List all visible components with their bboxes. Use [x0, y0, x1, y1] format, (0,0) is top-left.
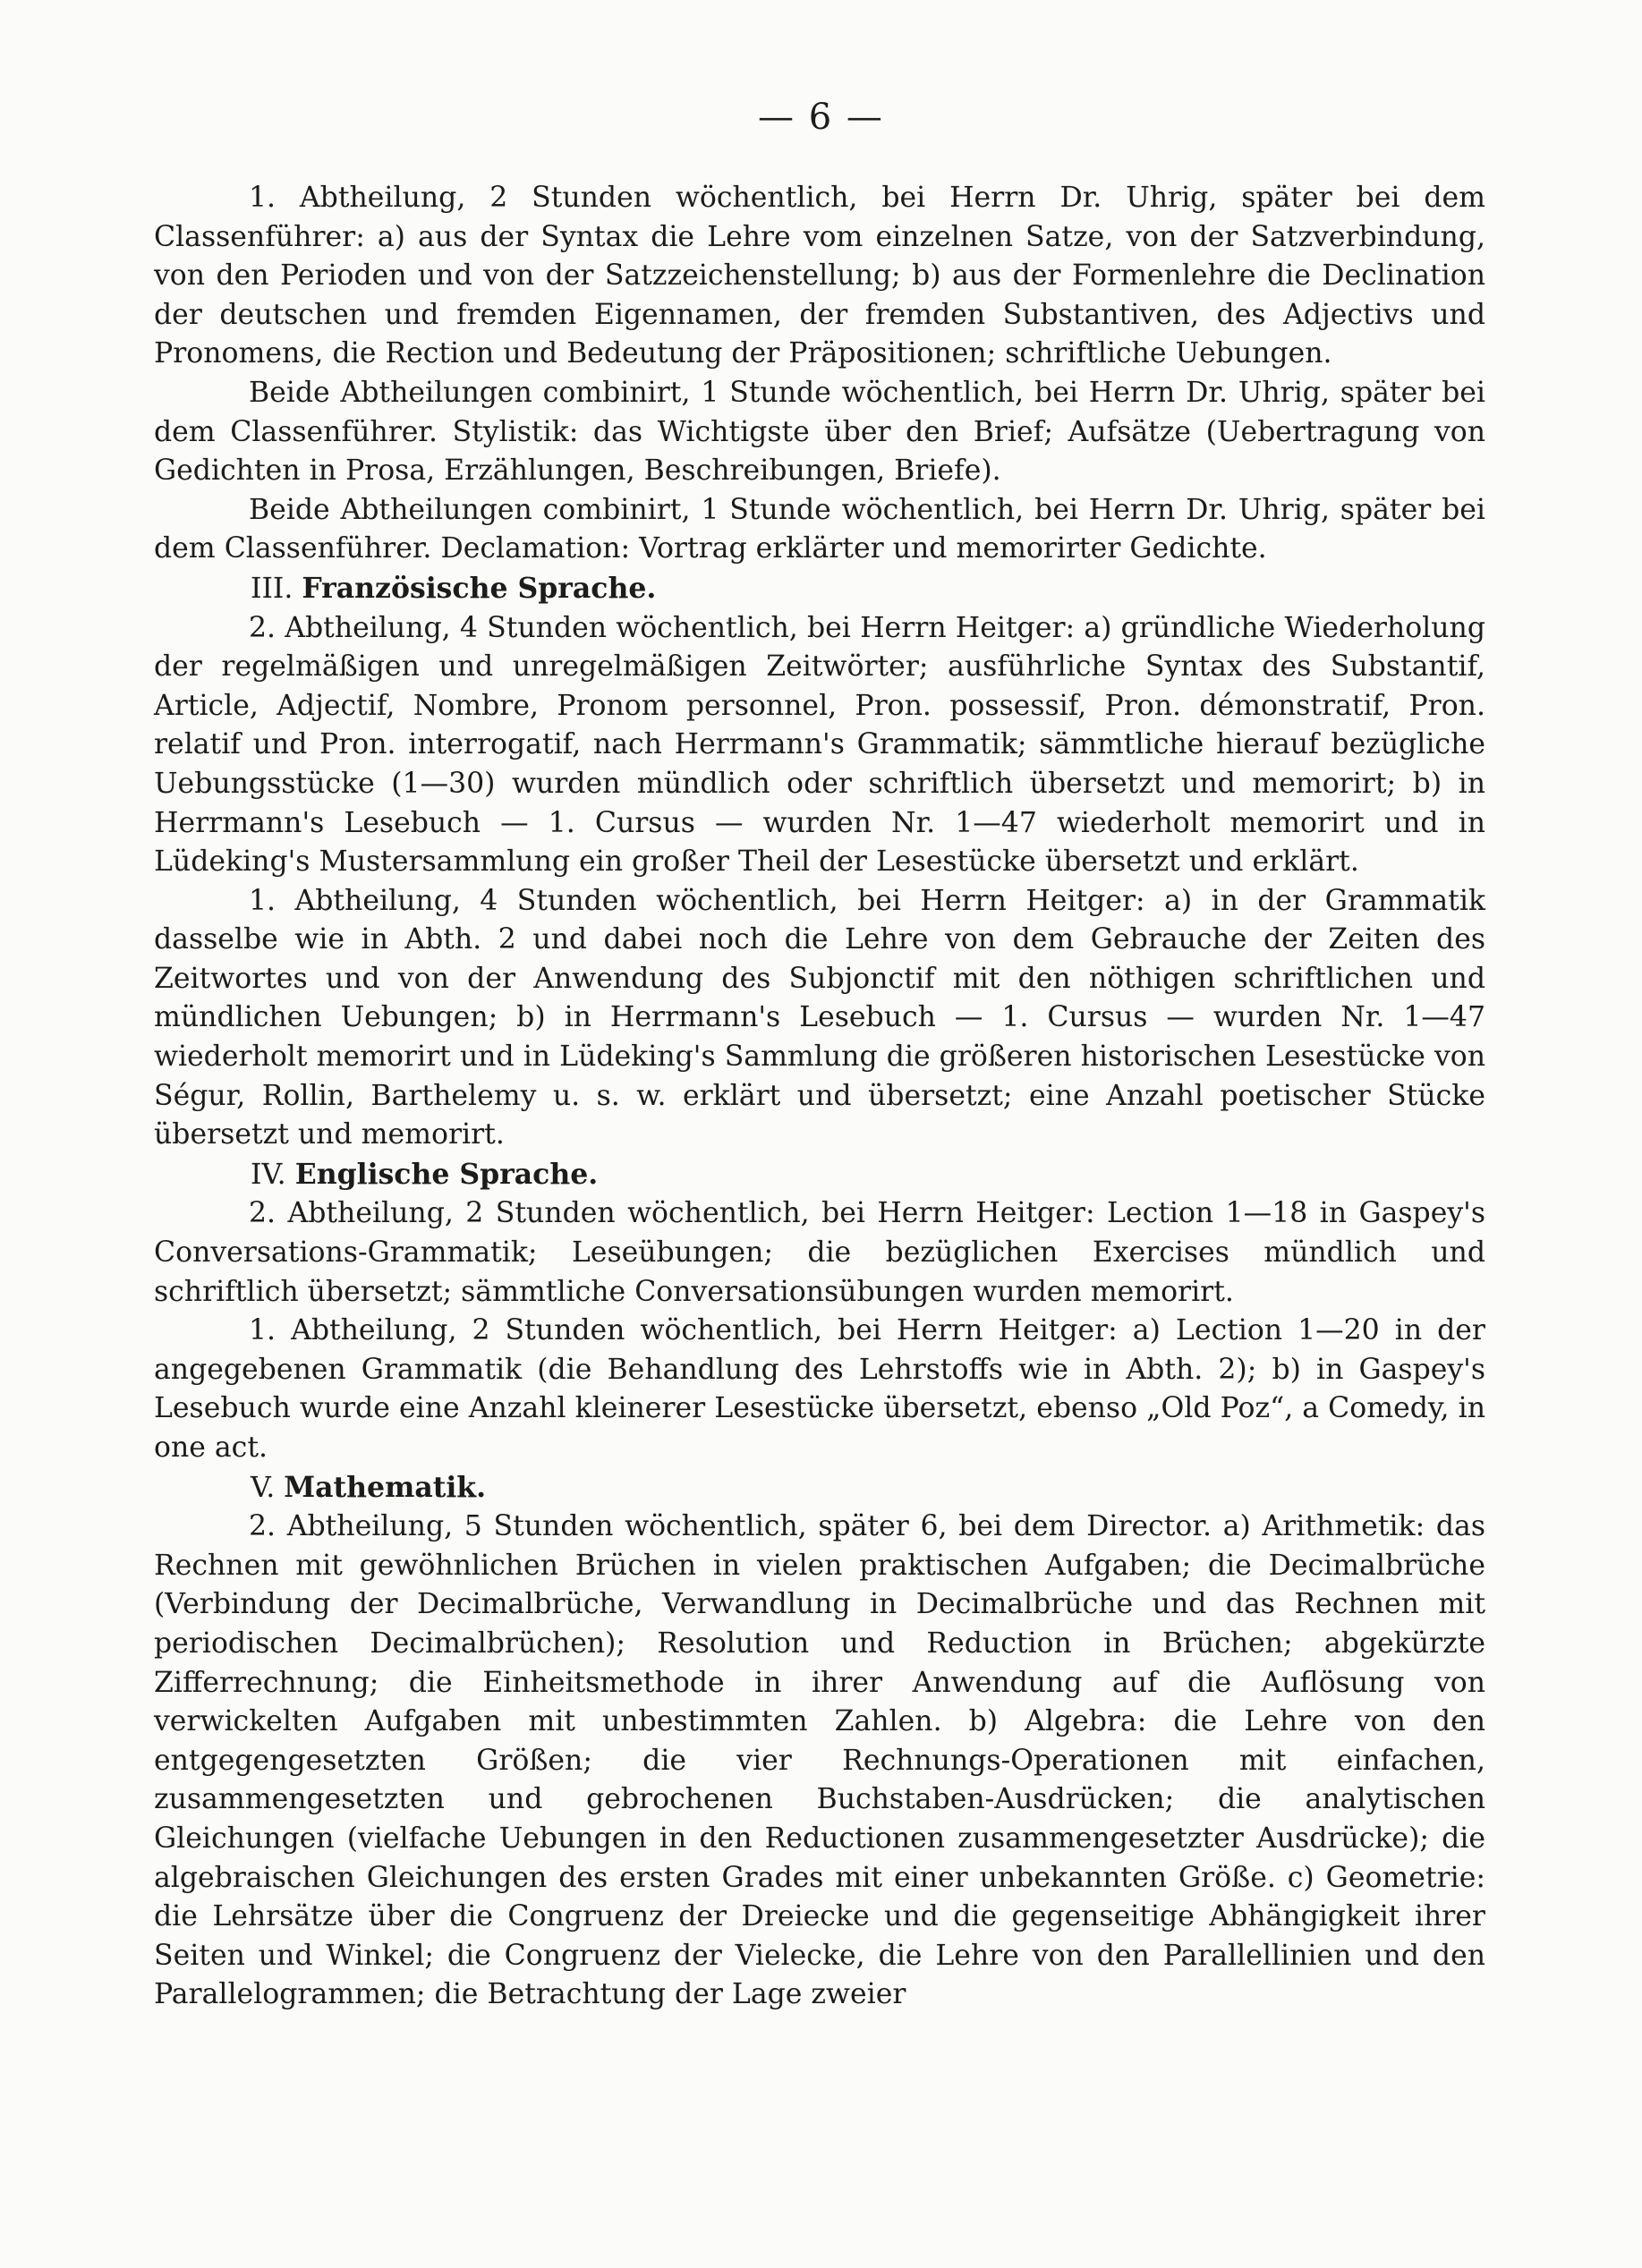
section-heading	[154, 569, 1485, 609]
section-number: III.	[251, 572, 294, 605]
paragraph: 2. Abtheilung, 4 Stunden wöchentlich, bei Herrn Heitger: a) gründliche Wiederholung der regelmäßigen und unregelmäßigen Zeitwörter; ausführliche Syntax des Substantif, Article, Adjectif, Nombre, Pronom personnel, Pron. possessif, Pron. démonstratif, Pron. relatif und Pron. interrogatif, nach Herrmann's Grammatik; sämmtliche hierauf bezügliche Uebungsstücke (1—30) wurden mündlich oder schriftlich übersetzt und memorirt; b) in Herrmann's Lesebuch — 1. Cursus — wurden Nr. 1—47 wiederholt memorirt und in Lüdeking's Mustersammlung ein großer Theil der Lesestücke übersetzt und erklärt.	[154, 611, 1485, 879]
section-heading	[154, 1155, 1485, 1195]
page-number: — 6 —	[758, 97, 884, 138]
paragraph: 1. Abtheilung, 2 Stunden wöchentlich, bei Herrn Dr. Uhrig, später bei dem Classenführer: a) aus der Syntax die Lehre vom einzelnen Satze, von der Satzverbindung, von den Perioden und von der Satzzeichenstellung; b) aus der Formenlehre die Declination der deutschen und fremden Eigennamen, der fremden Substantiven, des Adjectivs und Pronomens, die Rection und Bedeutung der Präpositionen; schriftliche Uebungen.	[154, 182, 1485, 370]
paragraph: Beide Abtheilungen combinirt, 1 Stunde wöchentlich, bei Herrn Dr. Uhrig, später bei dem Classenführer. Stylistik: das Wichtigste über den Brief; Aufsätze (Uebertragung von Gedichten in Prosa, Erzählungen, Beschreibungen, Briefe).	[154, 376, 1485, 488]
section-number: IV.	[251, 1158, 286, 1191]
paragraph: 2. Abtheilung, 2 Stunden wöchentlich, bei Herrn Heitger: Lection 1—18 in Gaspey's Conversations-Grammatik; Leseübungen; die bezüglichen Exercises mündlich und schriftlich übersetzt; sämmtliche Conversationsübungen wurden memorirt.	[154, 1197, 1485, 1308]
section-number: V.	[251, 1471, 276, 1504]
paragraph: Beide Abtheilungen combinirt, 1 Stunde wöchentlich, bei Herrn Dr. Uhrig, später bei dem Classenführer. Declamation: Vortrag erklärter und memorirter Gedichte.	[154, 493, 1485, 565]
page-body	[154, 179, 1485, 2015]
section-title: Englische Sprache.	[294, 1157, 599, 1191]
section-title: Französische Sprache.	[302, 571, 657, 605]
section-heading	[154, 1468, 1485, 1508]
paragraph: 1. Abtheilung, 4 Stunden wöchentlich, bei Herrn Heitger: a) in der Grammatik dasselbe wie in Abth. 2 und dabei noch die Lehre von dem Gebrauche der Zeiten des Zeitwortes und von der Anwendung des Subjonctif mit den nöthigen schriftlichen und mündlichen Uebungen; b) in Herrmann's Lesebuch — 1. Cursus — wurden Nr. 1—47 wiederholt memorirt und in Lüdeking's Sammlung die größeren historischen Lesestücke von Ségur, Rollin, Barthelemy u. s. w. erklärt und übersetzt; eine Anzahl poetischer Stücke übersetzt und memorirt.	[154, 884, 1485, 1151]
paragraph: 1. Abtheilung, 2 Stunden wöchentlich, bei Herrn Heitger: a) Lection 1—20 in der angegebenen Grammatik (die Behandlung des Lehrstoffs wie in Abth. 2); b) in Gaspey's Lesebuch wurde eine Anzahl kleinerer Lesestücke übersetzt, ebenso „Old Poz“, a Comedy, in one act.	[154, 1314, 1485, 1464]
section-title: Mathematik.	[284, 1470, 487, 1504]
paragraph: 2. Abtheilung, 5 Stunden wöchentlich, später 6, bei dem Director. a) Arithmetik: das Rechnen mit gewöhnlichen Brüchen in vielen praktischen Aufgaben; die Decimalbrüche (Verbindung der Decimalbrüche, Verwandlung in Decimalbrüche und das Rechnen mit periodischen Decimalbrüchen); Resolution und Reduction in Brüchen; abgekürzte Zifferrechnung; die Einheitsmethode in ihrer Anwendung auf die Auflösung von verwickelten Aufgaben mit unbestimmten Zahlen. b) Algebra: die Lehre von den entgegengesetzten Größen; die vier Rechnungs-Operationen mit einfachen, zusammengesetzten und gebrochenen Buchstaben-Ausdrücken; die analytischen Gleichungen (vielfache Uebungen in den Reductionen zusammengesetzter Ausdrücke); die algebraischen Gleichungen des ersten Grades mit einer unbekannten Größe. c) Geometrie: die Lehrsätze über die Congruenz der Dreiecke und die gegenseitige Abhängigkeit ihrer Seiten und Winkel; die Congruenz der Vielecke, die Lehre von den Parallellinien und den Parallelogrammen; die Betrachtung der Lage zweier	[154, 1510, 1485, 2011]
